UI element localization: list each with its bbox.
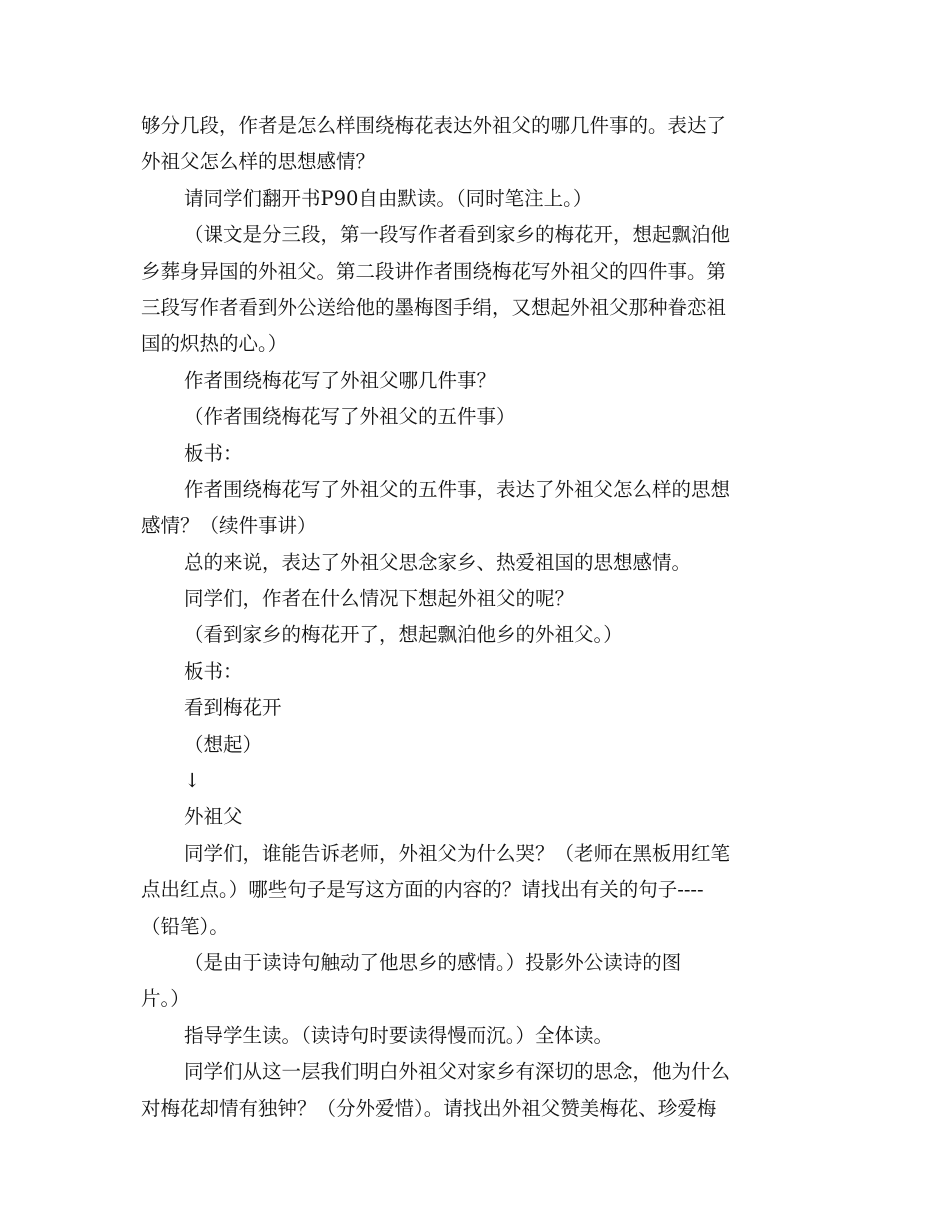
text-line: 指导学生读。（读诗句时要读得慢而沉。）全体读。 [184, 1023, 614, 1047]
text-line: 作者围绕梅花写了外祖父哪几件事？ [184, 368, 497, 392]
text-line: 总的来说，表达了外祖父思念家乡、热爱祖国的思想感情。 [184, 550, 692, 574]
text-line: 片。） [141, 987, 190, 1011]
text-line: （作者围绕梅花写了外祖父的五件事） [184, 405, 516, 429]
text-line: 感情？（续件事讲） [141, 514, 317, 538]
text-line: 三段写作者看到外公送给他的墨梅图手绢，又想起外祖父那种眷恋祖 [141, 295, 727, 319]
text-line: （课文是分三段，第一段写作者看到家乡的梅花开，想起飘泊他 [184, 223, 731, 247]
document-body [141, 108, 813, 1127]
text-line: 作者围绕梅花写了外祖父的五件事，表达了外祖父怎么样的思想 [184, 477, 731, 501]
text-line: 对梅花却情有独钟？（分外爱惜）。请找出外祖父赞美梅花、珍爱梅 [141, 1096, 717, 1120]
text-line: （铅笔）。 [141, 914, 229, 938]
text-line: 同学们，作者在什么情况下想起外祖父的呢？ [184, 587, 575, 611]
text-line: 外祖父怎么样的思想感情？ [141, 150, 376, 174]
text-line: （是由于读诗句触动了他思乡的感情。）投影外公读诗的图 [184, 950, 682, 974]
text-line: 乡葬身异国的外祖父。第二段讲作者围绕梅花写外祖父的四件事。第 [141, 259, 727, 283]
text-line: 国的炽热的心。） [141, 332, 288, 356]
text-line: （看到家乡的梅花开了，想起飘泊他乡的外祖父。） [184, 623, 623, 647]
text-line: 看到梅花开 [184, 696, 282, 720]
text-line: 同学们从这一层我们明白外祖父对家乡有深切的思念，他为什么 [184, 1060, 731, 1084]
text-line: （想起） [184, 732, 263, 756]
text-line: 点出红点。）哪些句子是写这方面的内容的？请找出有关的句子---- [141, 878, 704, 902]
text-line: 够分几段，作者是怎么样围绕梅花表达外祖父的哪几件事的。表达了 [141, 114, 727, 137]
text-line: 板书： [184, 659, 243, 683]
text-line: 板书： [184, 441, 243, 465]
text-line: 外祖父 [184, 805, 243, 829]
text-line: 请同学们翻开书P90自由默读。（同时笔注上。） [184, 186, 593, 210]
text-line: 同学们，谁能告诉老师，外祖父为什么哭？（老师在黑板用红笔 [184, 841, 731, 865]
text-line: ↓ [184, 769, 201, 793]
